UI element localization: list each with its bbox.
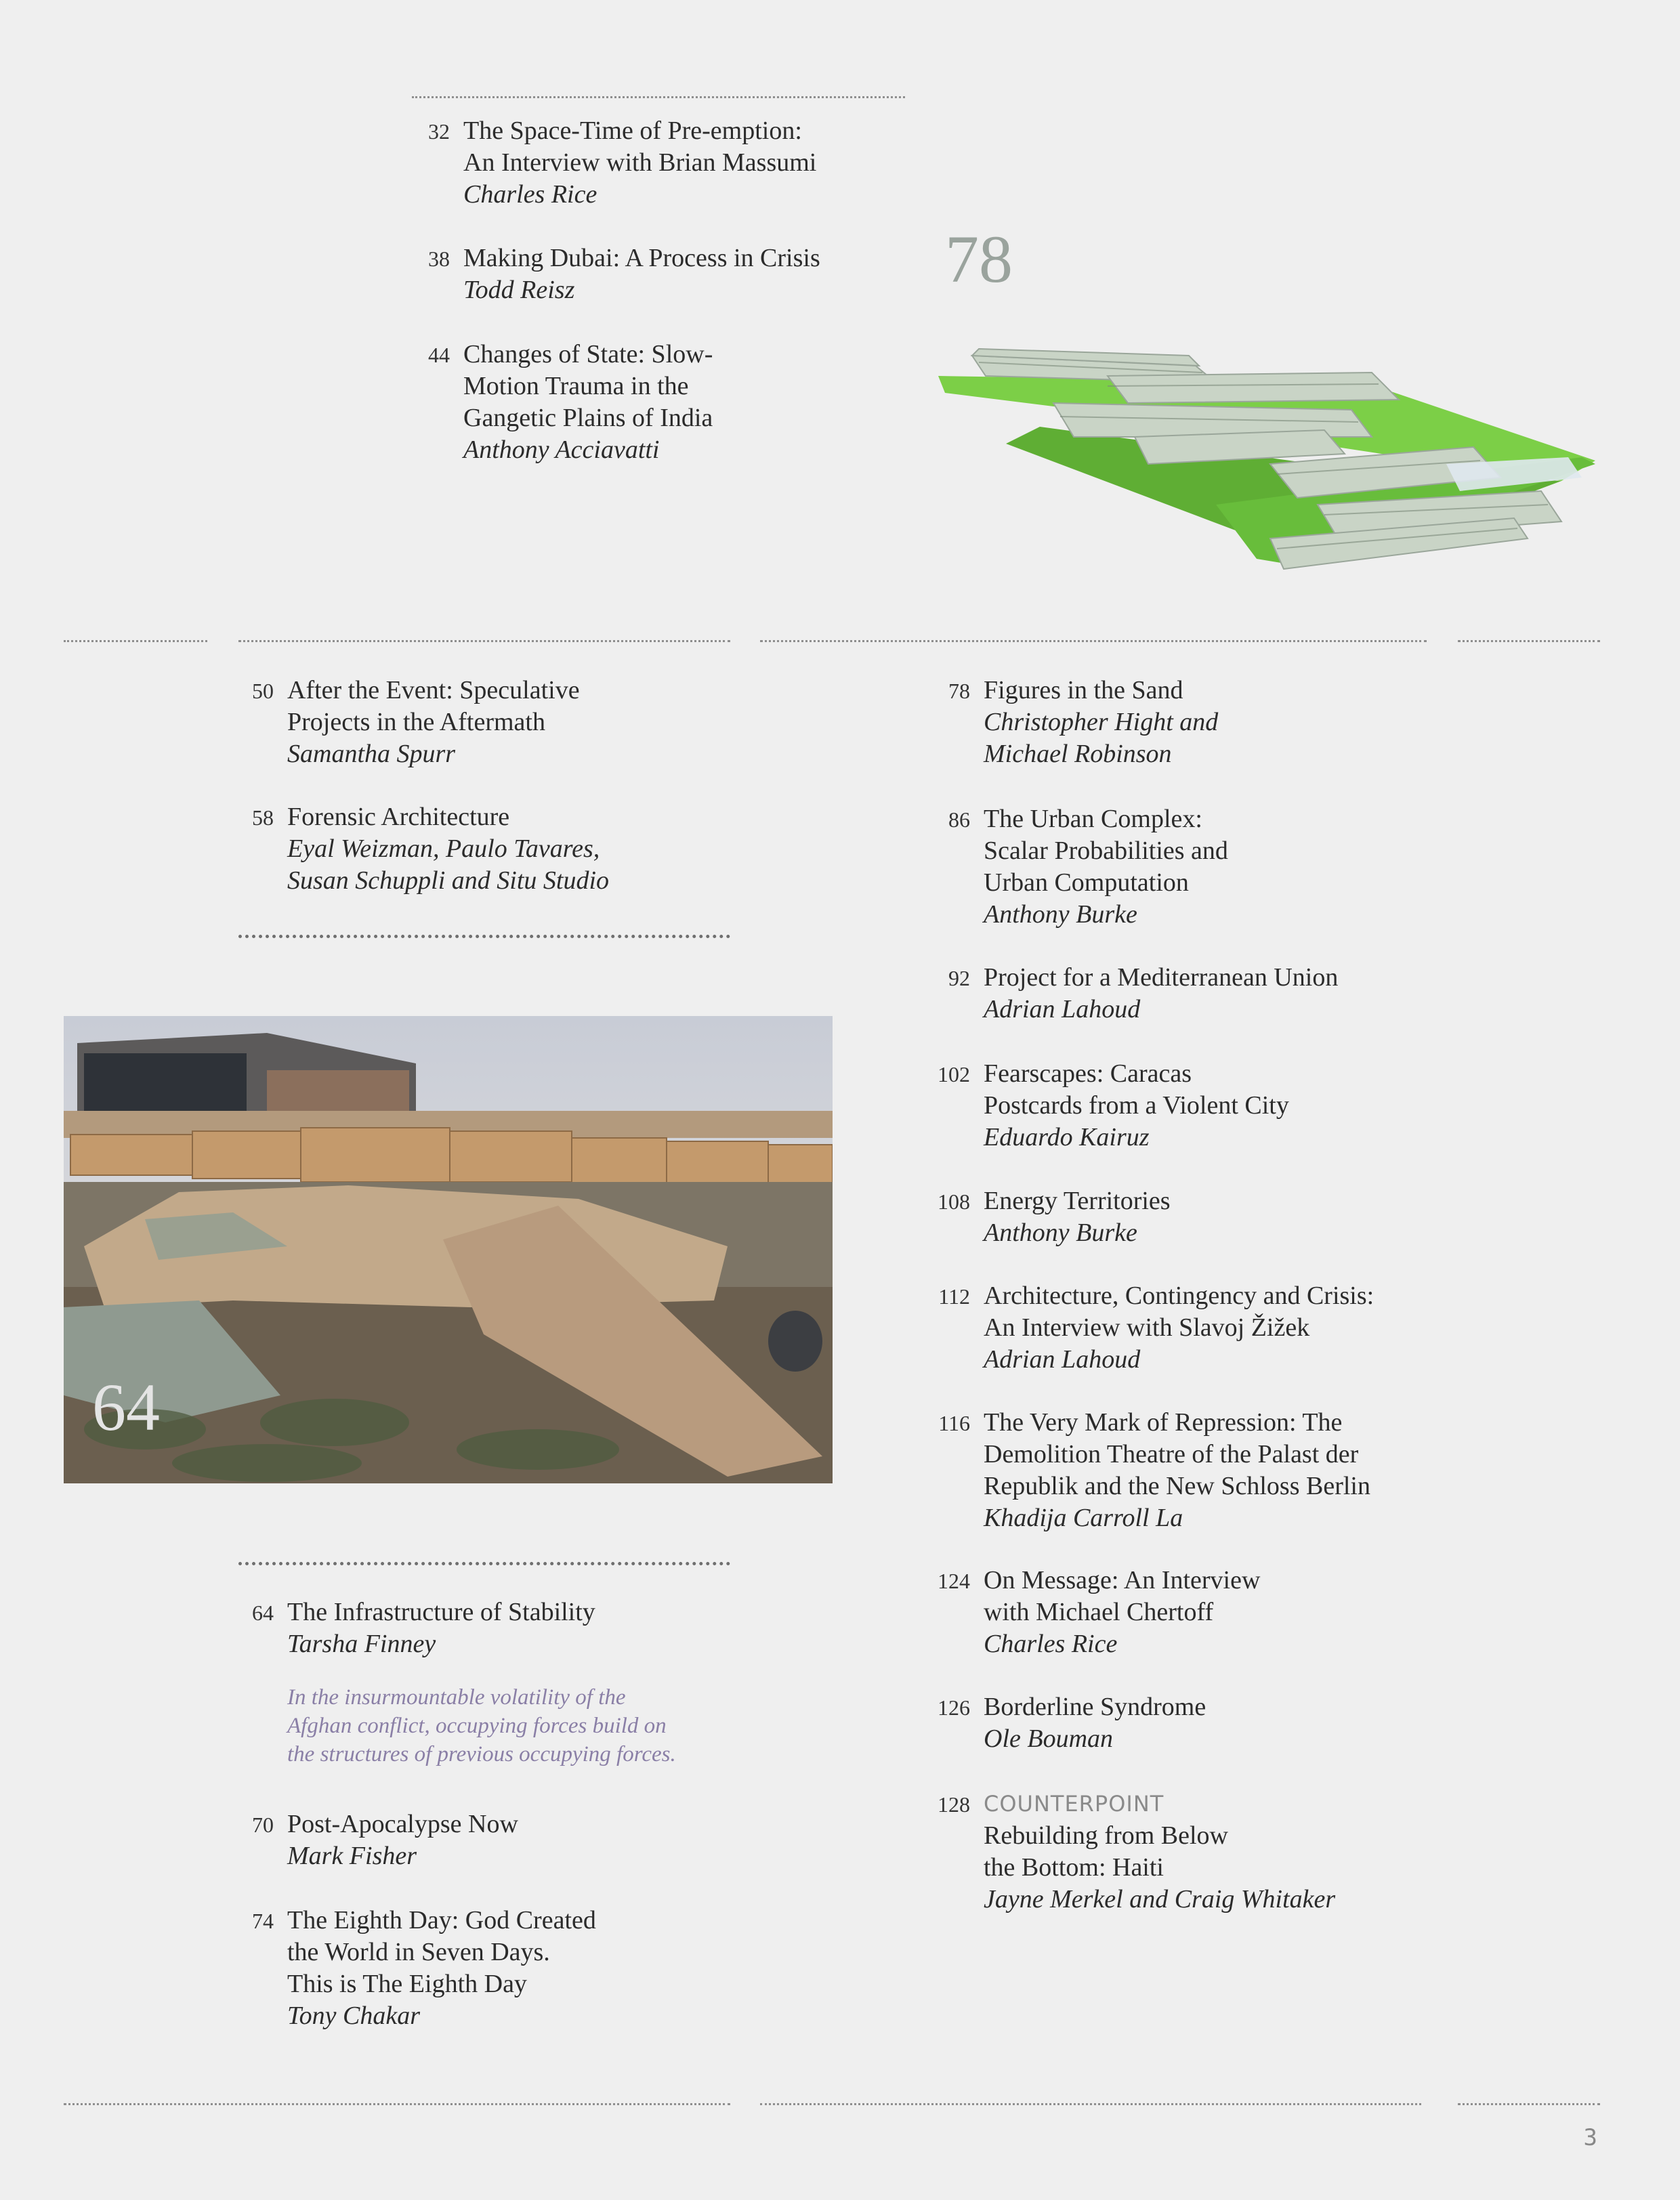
entry-author: Anthony Burke bbox=[984, 900, 1137, 929]
entry-author: Eduardo Kairuz bbox=[984, 1123, 1150, 1151]
toc-entry-58[interactable] bbox=[230, 801, 718, 897]
entry-author: Charles Rice bbox=[463, 180, 597, 209]
toc-entry-38[interactable] bbox=[406, 242, 881, 306]
entry-author: Khadija Carroll La bbox=[984, 1504, 1183, 1532]
entry-title: Architecture, Contingency and Crisis: An Interview with Slavoj Žižek bbox=[984, 1282, 1374, 1342]
entry-author: Christopher Hight and Michael Robinson bbox=[984, 708, 1219, 768]
toc-entry-92[interactable] bbox=[927, 962, 1442, 1025]
top-rule bbox=[412, 96, 905, 98]
toc-entry-44[interactable] bbox=[406, 339, 881, 466]
entry-number: 126 bbox=[938, 1695, 970, 1720]
entry-author: Adrian Lahoud bbox=[984, 1345, 1141, 1374]
entry-number: 86 bbox=[948, 807, 970, 832]
entry-author: Anthony Burke bbox=[984, 1219, 1137, 1247]
bottom-rule-left-margin bbox=[64, 2103, 730, 2105]
entry-number: 64 bbox=[252, 1601, 274, 1625]
toc-entry-86[interactable] bbox=[927, 803, 1442, 931]
entry-author: Mark Fisher bbox=[287, 1842, 417, 1870]
feature-number-render: 78 bbox=[945, 221, 1013, 297]
entry-number: 78 bbox=[948, 679, 970, 703]
rule-right-margin bbox=[1458, 640, 1600, 642]
entry-kicker: COUNTERPOINT bbox=[984, 1791, 1164, 1817]
entry-author: Todd Reisz bbox=[463, 276, 575, 304]
rule-left-column bbox=[238, 640, 730, 642]
toc-entry-126[interactable] bbox=[927, 1691, 1442, 1755]
entry-number: 58 bbox=[252, 805, 274, 830]
rule-right-column bbox=[760, 640, 1427, 642]
entry-number: 124 bbox=[938, 1569, 970, 1593]
rule-after-forensic bbox=[238, 935, 730, 938]
entry-number: 108 bbox=[938, 1189, 970, 1214]
entry-number: 44 bbox=[428, 343, 450, 367]
toc-entry-116[interactable] bbox=[927, 1407, 1442, 1534]
toc-entry-74[interactable] bbox=[230, 1905, 718, 2032]
bottom-rule-right bbox=[760, 2103, 1421, 2105]
entry-author: Adrian Lahoud bbox=[984, 995, 1141, 1023]
entry-author: Jayne Merkel and Craig Whitaker bbox=[984, 1885, 1336, 1913]
entry-number: 70 bbox=[252, 1813, 274, 1837]
entry-title: Project for a Mediterranean Union bbox=[984, 963, 1339, 992]
entry-title: The Eighth Day: God Created the World in Seven Days. This is The Eighth Day bbox=[287, 1906, 596, 1998]
entry-title: Figures in the Sand bbox=[984, 676, 1183, 704]
entry-title: The Urban Complex: Scalar Probabilities and Urban Computation bbox=[984, 805, 1228, 897]
entry-number: 116 bbox=[938, 1411, 970, 1435]
entry-title: The Space-Time of Pre-emption: An Interview with Brian Massumi bbox=[463, 117, 817, 177]
entry-author: Charles Rice bbox=[984, 1630, 1118, 1658]
rule-left-margin bbox=[64, 640, 207, 642]
toc-entry-64[interactable] bbox=[230, 1596, 718, 1769]
entry-title: On Message: An Interview with Michael Chertoff bbox=[984, 1566, 1261, 1626]
rule-before-infrastructure bbox=[238, 1562, 730, 1565]
entry-number: 102 bbox=[938, 1062, 970, 1086]
entry-title: Fearscapes: Caracas Postcards from a Violent City bbox=[984, 1059, 1289, 1120]
entry-number: 38 bbox=[428, 247, 450, 271]
entry-title: The Infrastructure of Stability bbox=[287, 1598, 595, 1626]
toc-entry-124[interactable] bbox=[927, 1565, 1442, 1660]
entry-title: Energy Territories bbox=[984, 1187, 1171, 1215]
entry-title: Rebuilding from Below the Bottom: Haiti bbox=[984, 1821, 1228, 1882]
entry-title: The Very Mark of Repression: The Demolition Theatre of the Palast der Republik and the New Schloss Berlin bbox=[984, 1408, 1370, 1500]
entry-author: Ole Bouman bbox=[984, 1725, 1114, 1753]
entry-title: Making Dubai: A Process in Crisis bbox=[463, 244, 820, 272]
bottom-rule-right-margin bbox=[1458, 2103, 1600, 2105]
toc-entry-32[interactable] bbox=[406, 115, 881, 211]
entry-number: 74 bbox=[252, 1909, 274, 1933]
entry-number: 50 bbox=[252, 679, 274, 703]
aircraft-wreck-photo bbox=[64, 1016, 833, 1483]
entry-number: 92 bbox=[948, 966, 970, 990]
entry-title: After the Event: Speculative Projects in the Aftermath bbox=[287, 676, 580, 736]
entry-blurb: In the insurmountable volatility of the Afghan conflict, occupying forces build on the structures of previous occupying forces. bbox=[287, 1685, 676, 1767]
entry-number: 32 bbox=[428, 119, 450, 144]
toc-entry-102[interactable] bbox=[927, 1058, 1442, 1154]
entry-number: 112 bbox=[938, 1284, 970, 1309]
entry-title: Changes of State: Slow- Motion Trauma in the Gangetic Plains of India bbox=[463, 340, 713, 432]
toc-entry-50[interactable] bbox=[230, 675, 718, 770]
entry-author: Tony Chakar bbox=[287, 2002, 421, 2030]
entry-author: Anthony Acciavatti bbox=[463, 436, 660, 464]
toc-entry-112[interactable] bbox=[927, 1280, 1442, 1376]
entry-number: 128 bbox=[938, 1792, 970, 1817]
feature-number-photo: 64 bbox=[92, 1370, 160, 1445]
urban-render-illustration bbox=[931, 335, 1602, 627]
entry-title: Borderline Syndrome bbox=[984, 1693, 1206, 1721]
toc-entry-128[interactable] bbox=[927, 1788, 1442, 1916]
entry-title: Post-Apocalypse Now bbox=[287, 1810, 518, 1838]
toc-entry-70[interactable] bbox=[230, 1808, 718, 1872]
entry-author: Tarsha Finney bbox=[287, 1630, 436, 1658]
toc-entry-108[interactable] bbox=[927, 1185, 1442, 1249]
entry-title: Forensic Architecture bbox=[287, 803, 510, 831]
toc-entry-78[interactable] bbox=[927, 675, 1442, 770]
entry-author: Eyal Weizman, Paulo Tavares, Susan Schuppli and Situ Studio bbox=[287, 834, 609, 895]
entry-author: Samantha Spurr bbox=[287, 740, 456, 768]
page-number: 3 bbox=[1583, 2124, 1597, 2151]
